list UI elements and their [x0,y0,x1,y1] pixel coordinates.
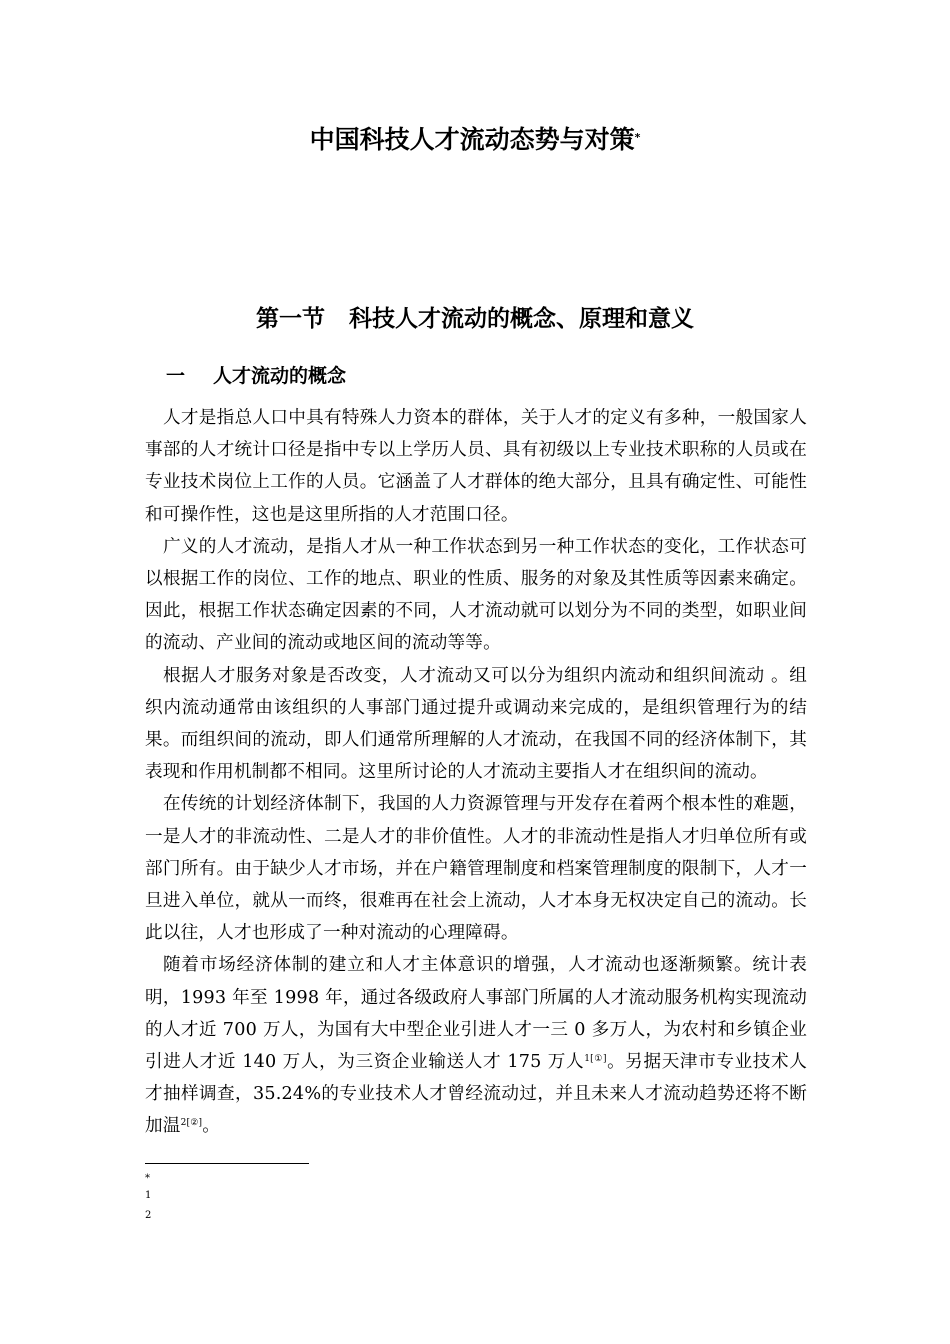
paragraph-market-economy [145,949,807,1142]
footnote-marker-star: * [145,1173,150,1184]
subsection-heading-text: 人才流动的概念 [213,365,347,387]
footnote-separator [145,1163,309,1164]
document-title-text: 中国科技人才流动态势与对策 [309,125,635,154]
paragraph-broad-mobility: 广义的人才流动，是指人才从一种工作状态到另一种工作状态的变化，工作状态可以根据工作的岗位、工作的地点、职业的性质、服务的对象及其性质等因素来确定。因此，根据工作状态确定因素的不同，人才流动就可以划分为不同的类型，如职业间的流动、产业间的流动或地区间的流动等等。 [145,536,807,654]
footnote-reference-2[interactable]: 2[②] [180,1118,203,1129]
document-title [0,122,950,158]
body-text [145,402,807,1143]
paragraph-planned-economy: 在传统的计划经济体制下，我国的人力资源管理与开发存在着两个根本性的难题，一是人才的非流动性、二是人才的非价值性。人才的非流动性是指人才归单位所有或部门所有。由于缺少人才市场，并在户籍管理制度和档案管理制度的限制下，人才一旦进入单位，就从一而终，很难再在社会上流动，人才本身无权决定自己的流动。长此以往，人才也形成了一种对流动的心理障碍。 [145,794,807,944]
section-heading [0,302,950,336]
footnote-marker-2: 2 [145,1210,152,1221]
subsection-heading [166,362,346,390]
section-number: 第一节 [256,306,325,332]
subsection-number: 一 [166,365,186,387]
paragraph-text-part: 随着市场经济体制的建立和人才主体意识的增强，人才流动也逐渐频繁。统计表明，1993 年至 1998 年，通过各级政府人事部门所属的人才流动服务机构实现流动的人才近 700 万人，为国有大中型企业引进人才一三 0 多万人，为农村和乡镇企业引进人才近 140 万人，为三资企业输送人才 175 万人 [145,955,807,1073]
footnote-reference-1[interactable]: 1[①] [584,1054,607,1065]
paragraph-text-part: 。 [202,1116,221,1137]
paragraph-mobility-types: 根据人才服务对象是否改变，人才流动又可以分为组织内流动和组织间流动 。组织内流动通常由该组织的人事部门通过提升或调动来完成的，是组织管理行为的结果。而组织间的流动，即人们通常所理解的人才流动，在我国不同的经济体制下，其表现和作用机制都不相同。这里所讨论的人才流动主要指人才在组织间的流动。 [145,665,807,783]
paragraph-talent-definition: 人才是指总人口中具有特殊人力资本的群体，关于人才的定义有多种，一般国家人事部的人才统计口径是指中专以上学历人员、具有初级以上专业技术职称的人员或在专业技术岗位上工作的人员。它涵盖了人才群体的绝大部分，且具有确定性、可能性和可操作性，这也是这里所指的人才范围口径。 [145,408,807,525]
footnote-marker-1: 1 [145,1190,152,1201]
paragraph-text-part: 。另据天津市专业技术人才抽样调查，35.24%的专业技术人才曾经流动过，并且未来人才流动趋势还将不断加温 [145,1052,807,1137]
title-footnote-mark[interactable]: * [634,131,641,144]
section-heading-text: 科技人才流动的概念、原理和意义 [349,306,694,332]
